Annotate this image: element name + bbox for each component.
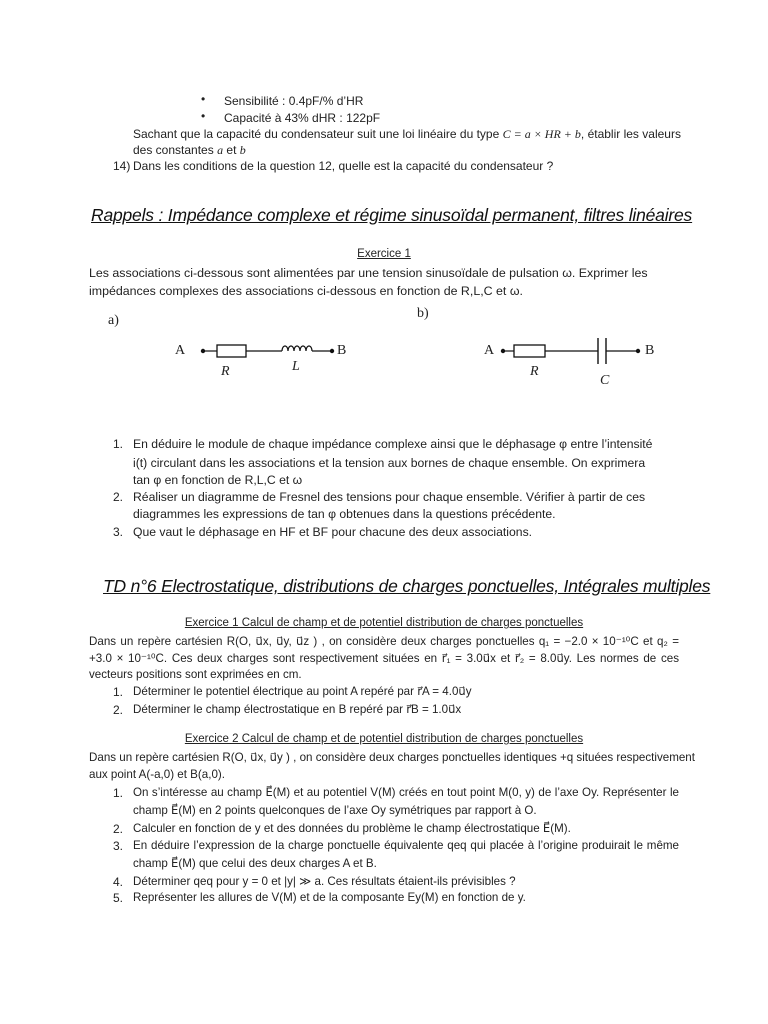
item-line: Représenter les allures de V(M) et de la composante Ey(M) en fonction de y. [133,891,526,904]
component-label: R [530,364,539,379]
item-number: 2. [113,490,124,504]
terminal-node [636,349,640,353]
paragraph-line: aux point A(-a,0) et B(a,0). [89,768,225,781]
circuit-tag: a) [108,313,119,328]
bullet-item: Sensibilité : 0.4pF/% d’HR [224,94,364,108]
item-line: Déterminer le potentiel électrique au point A repéré par r⃗A = 4.0u⃗y [133,685,472,698]
paragraph-line: Les associations ci-dessous sont alimentées par une tension sinusoïdale de pulsation ω. Exprimer les [89,266,648,280]
item-number: 2. [113,822,124,836]
inductor [282,346,312,351]
exercise-title: Exercice 1 Calcul de champ et de potentiel distribution de charges ponctuelles [184,617,584,629]
item-line: Déterminer qeq pour y = 0 et |y| ≫ a. Ces résultats étaient-ils prévisibles ? [133,875,516,888]
paragraph-line: +3.0 × 10⁻¹⁰C. Ces deux charges sont respectivement situées en r⃗₁ = 3.0u⃗x et r⃗₂ = 8.0u⃗y. Les normes de ces [89,652,679,665]
node-label: B [645,343,655,358]
item-number: 1. [113,685,124,699]
paragraph-line [133,142,246,158]
item-line: Que vaut le déphasage en HF et BF pour chacune des deux associations. [133,525,533,539]
node-label: A [175,343,186,358]
text: et [226,143,237,157]
resistor [514,345,545,357]
question-number: 14) [113,159,131,173]
text: , établir les valeurs [580,127,681,141]
exercise-title: Exercice 2 Calcul de champ et de potentiel distribution de charges ponctuelles [184,733,584,745]
item-number: 4. [113,875,124,889]
section-title: Rappels : Impédance complexe et régime sinusoïdal permanent, filtres linéaires [91,205,693,225]
item-number: 2. [113,703,124,717]
paragraph-line: vecteurs positions sont exprimées en cm. [89,668,302,681]
item-line: champ E⃗(M) en 2 points quelconques de l’axe Oy symétriques par rapport à O. [133,804,537,817]
terminal-node [330,349,334,353]
component-label: C [600,373,610,388]
formula: a [217,143,224,157]
question-text: Dans les conditions de la question 12, quelle est la capacité du condensateur ? [133,159,554,173]
item-line: Déterminer le champ électrostatique en B repéré par r⃗B = 1.0u⃗x [133,703,462,716]
item-line: On s’intéresse au champ E⃗(M) et au potentiel V(M) créés en tout point M(0, y) de l’axe Oy. Représenter le [133,786,679,799]
item-number: 1. [113,437,124,451]
circuit-b-diagram [490,334,650,368]
item-line: En déduire l’expression de la charge ponctuelle équivalente qeq qui placée à l’origine produirait le même [133,839,679,852]
item-line: Calculer en fonction de y et des données du problème le champ électrostatique E⃗(M). [133,822,571,835]
component-label: R [221,364,230,379]
bullet-dot: • [201,109,206,123]
circuit-a-diagram [180,336,340,366]
formula: b [239,143,246,157]
formula: C = a × HR + b [502,127,581,141]
item-line: i(t) circulant dans les associations et la tension aux bornes de chaque ensemble. On exprimera [133,456,646,470]
node-label: A [484,343,495,358]
bullet-dot: • [201,92,206,106]
item-line: champ E⃗(M) que celui des deux charges A et B. [133,857,377,870]
resistor [217,345,246,357]
node-label: B [337,343,347,358]
exercise-title: Exercice 1 [357,248,411,260]
component-label: L [292,359,300,374]
item-line: diagrammes les expressions de tan φ obtenues dans la questions précédente. [133,507,556,521]
bullet-item: Capacité à 43% dHR : 122pF [224,111,381,125]
item-number: 3. [113,525,124,539]
item-number: 1. [113,786,124,800]
text: des constantes [133,143,214,157]
circuit-tag: b) [417,306,429,321]
paragraph-line: Dans un repère cartésien R(O, u⃗x, u⃗y ) , on considère deux charges ponctuelles identiques +q situées respectivement [89,751,695,764]
item-line: tan φ en fonction de R,L,C et ω [133,473,303,487]
item-line: Réaliser un diagramme de Fresnel des tensions pour chaque ensemble. Vérifier à partir de ces [133,490,646,504]
item-number: 3. [113,839,124,853]
paragraph-line [133,126,681,142]
paragraph-line: Dans un repère cartésien R(O, u⃗x, u⃗y, u⃗z ) , on considère deux charges ponctuelles q₁ = −2.0 × 10⁻¹⁰C et q₂ = [89,635,679,648]
section-title: TD n°6 Electrostatique, distributions de charges ponctuelles, Intégrales multiples [103,576,711,596]
paragraph-line: impédances complexes des associations ci-dessous en fonction de R,L,C et ω. [89,284,523,298]
item-number: 5. [113,891,124,905]
text: Sachant que la capacité du condensateur suit une loi linéaire du type [133,127,500,141]
item-line: En déduire le module de chaque impédance complexe ainsi que le déphasage φ entre l’intensité [133,437,653,451]
